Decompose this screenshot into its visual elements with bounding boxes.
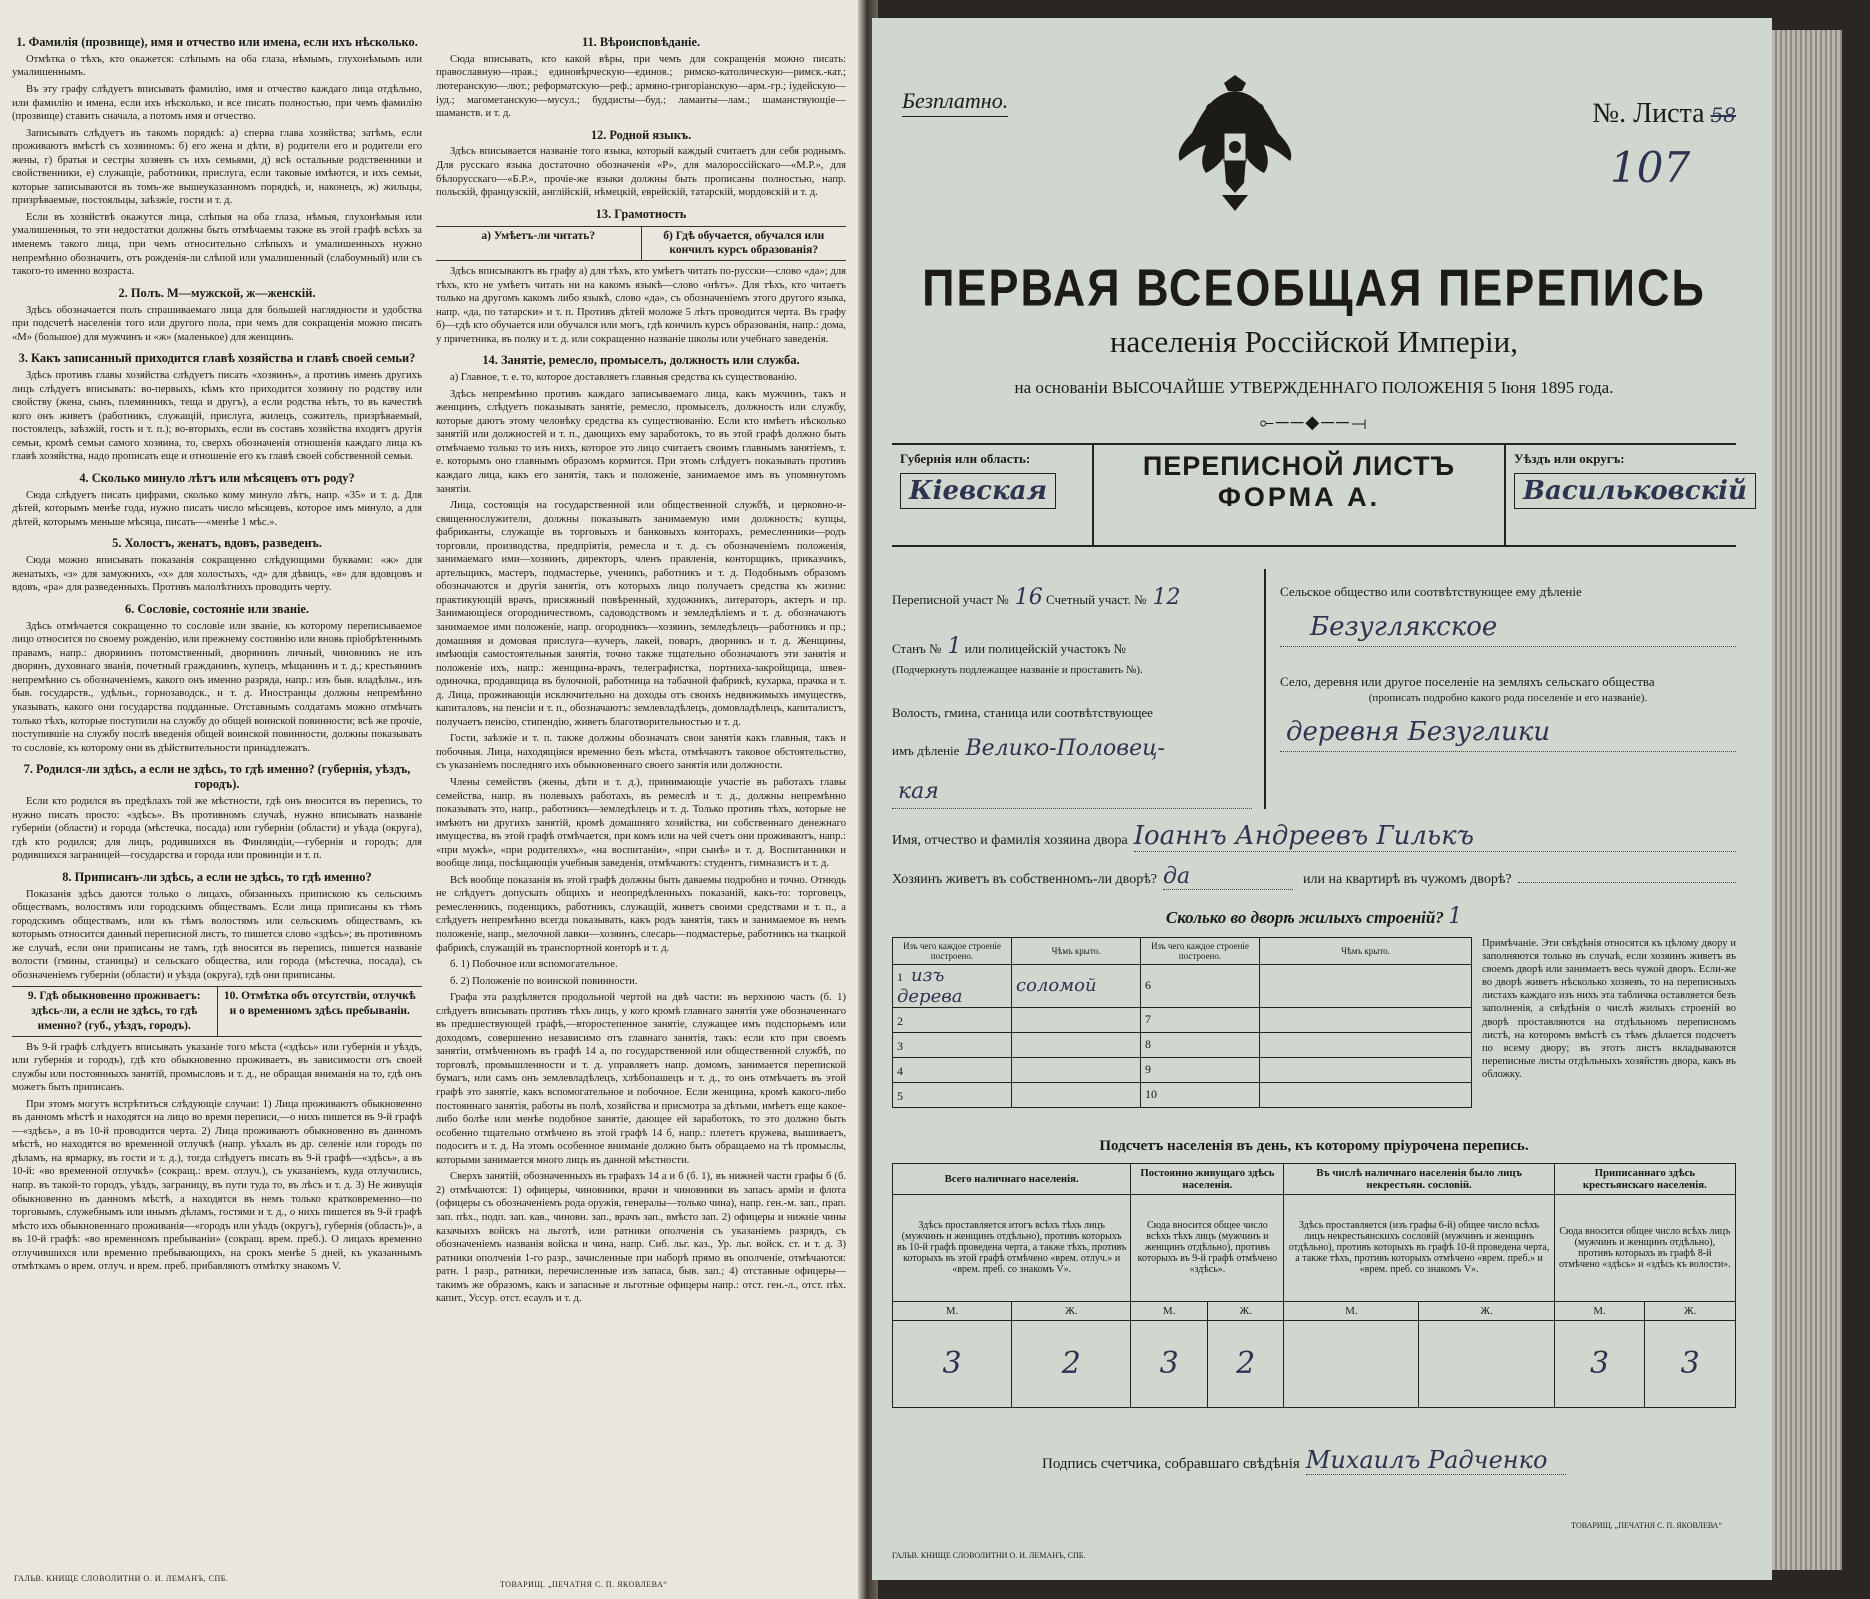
buildings-table: Изъ чего каждое строеніе построено. Чѣмъ крыто. Изъ чего каждое строеніе построено. Чѣмъ крыто. 1 изъ дерева соломой 6 2 7 3 8 4 9 5 10	[892, 937, 1472, 1108]
instruction-paragraph: Здѣсь отмѣчается сокращенно то сословіе или званіе, къ которому переписываемое лицо относится по своему рожденію, или прежнему состоянію или вновь пріобрѣтеннымъ правамъ, напр.: дворянинъ потомственный, дворянинъ личный, чиновникъ не изъ дворянъ, духовнаго званія, почетный гражданинъ, купецъ, мѣщанинъ и т. д.; крестьянинъ непремѣнно съ обозначеніемъ, какого онъ именно разряда, напр.: изъ быв. владѣльч., изъ быв. государств., удѣльн., горнозаводск., и т. д. Иностранцы должны непремѣнно указывать, какого они государства подданные. Отставнымъ солдатамъ можно отмѣчать только тѣхъ, которые поступили на службу до общей воинской повинности; всѣ же прочіе, поступившіе на службу послѣ введенія общей воинской повинности, должны показывать то сословіе, къ которому они въ дѣйствительности принадлежатъ.	[12, 620, 422, 754]
building-roof-field[interactable]	[1260, 1032, 1472, 1057]
building-roof-field[interactable]	[1012, 964, 1141, 1007]
building-material-field[interactable]	[893, 964, 1012, 1007]
split-heading-part: 10. Отмѣтка объ отсутствіи, отлучкѣ и о временномъ здѣсь пребываніи.	[217, 987, 423, 1035]
row-number: 1	[897, 969, 903, 984]
building-row	[893, 964, 1472, 1007]
row-number: 5	[897, 1089, 903, 1104]
building-roof-field[interactable]	[1012, 1007, 1141, 1032]
male-count-field[interactable]	[1284, 1320, 1419, 1407]
building-roof-field[interactable]	[1260, 964, 1472, 1007]
population-count-title: Подсчетъ населенія въ день, къ которому пріурочена перепись.	[1099, 1137, 1529, 1154]
instruction-paragraph: Члены семействъ (жены, дѣти и т. д.), принимающіе участіе въ работахъ главы семейства, напр. въ полевыхъ работахъ, въ ремеслѣ и т. д., должны непремѣнно показывать это, напр., работникъ—земледѣлецъ и т. д. Только противъ тѣхъ, которые не имѣютъ ни другихъ занятій, кромѣ домашняго хозяйства, ни собственнаго денежнаго имущества, въ этой графѣ отмѣчается, при комъ или на чей счетъ они проживаютъ, напр.: «при мужѣ», «при родителяхъ», «на воспитаніи», «при сынѣ» и т. д. Воспитанники и вообще лица, посѣщающія учебныя заведенія, отмѣчаютъ: студентъ, гимназистъ и т. д.	[436, 777, 846, 870]
handwritten-entry: изъ дерева	[897, 964, 963, 1007]
instruction-paragraph: Записывать слѣдуетъ въ такомъ порядкѣ: а) сперва глава хозяйства; затѣмъ, если проживаютъ вмѣстѣ съ хозяиномъ: б) его жена и дѣти, в) родители его и родители его жены, г) братья и сестры хозяевъ съ ихъ семьями, д) всѣ остальные родственники и свойственники, е) служащіе, работники, прислуга, если таковые имѣются, и ихъ семьи, которые записываются въ томъ-же вышеуказанномъ порядкѣ, и, наконецъ, ж) жильцы, призрѣваемые, постояльцы, заѣзжіе, гости и т. д.	[12, 127, 422, 207]
building-material-field[interactable]	[893, 1007, 1012, 1032]
building-roof-field[interactable]	[1260, 1007, 1472, 1032]
instruction-heading: 11. Вѣроисповѣданіе.	[581, 35, 701, 49]
instruction-paragraph: Здѣсь вписываютъ въ графу а) для тѣхъ, кто умѣетъ читать по-русски—слово «да»; для тѣхъ, кто не умѣетъ читать ни на какомъ языкѣ—слово «нѣтъ». Для тѣхъ, кто читаетъ только на другомъ какомъ либо языкѣ, слово «да», съ обозначеніемъ этого другого языка, напр. «да, по татарски» и т. п. Противъ дѣтей моложе 5 лѣтъ проводится черта. Въ графу б)—гдѣ кто обучается или обучался или могъ, гдѣ кончилъ курсъ образованія, напр.: дома, у причетника, въ полку и т. д. или сокращенно названіе школы или учебнаго заведенія.	[436, 265, 846, 345]
instruction-paragraph: б. 1) Побочное или вспомогательное.	[450, 959, 618, 971]
female-count-field[interactable]	[1419, 1320, 1554, 1407]
population-column-description: Здѣсь проставляется (изъ графы 6-й) общее число всѣхъ лицъ некрестьянскихъ сословій (мужчинъ и женщинъ отдѣльно), противъ которыхъ въ графѣ 10-й проведена черта, а также тѣхъ, противъ которыхъ отмѣчено «врем. преб.» и «врем. преб. со знакомъ V».	[1284, 1194, 1554, 1301]
instruction-paragraph: Всѣ вообще показанія въ этой графѣ должны быть даваемы подробно и точно. Отнюдь не слѣдуетъ допускать общихъ и неопредѣленныхъ показаній, какъ-то: торговецъ, ремесленникъ, поденщикъ, работникъ, служащій, живетъ своими средствами и т. п., а слѣдуетъ непремѣнно всегда показывать, какъ родъ занятія, такъ и занимаемое въ немъ положеніе, напр., мелочной лавки—хозяинъ, слесарь—подмастерье, работникъ на ткацкой фабрикѣ, служащій въ транспортной конторѣ и т. д.	[436, 874, 846, 954]
male-column-label: М.	[1131, 1301, 1208, 1320]
imperial-eagle-emblem	[1172, 73, 1298, 213]
row-number: 6	[1145, 978, 1151, 993]
instruction-paragraph: Въ эту графу слѣдуетъ вписывать фамилію, имя и отчество каждаго лица отдѣльно, или фамилію и имена, если ихъ нѣсколько, и все писать полностью, при чемъ фамилію (прозвище) ставить сначала, а потомъ имя и отчество.	[12, 83, 422, 123]
instruction-paragraph: Здѣсь противъ главы хозяйства слѣдуетъ писать «хозяинъ», а противъ именъ другихъ лицъ слѣдуетъ вписывать: во-первыхъ, кѣмъ кто приходится хозяину по родству или свойству (жена, сынъ, племянникъ, теща и другъ), а если родства нѣтъ, то въ качествѣ кого онъ живетъ (работникъ, служащій, прислуга, жилецъ, сожитель, призрѣваемый, постоялецъ, заѣзжій, гость и т. п.); во-вторыхъ, если въ составъ хозяйства входятъ другія семьи, кромѣ семьи самого хозяина, то, сверхъ обозначенія отношенія каждаго лица къ главѣ хозяйства, надо прописать еще и отношеніе его къ главѣ своей собственной семьи.	[12, 370, 422, 463]
row-number: 4	[897, 1064, 903, 1079]
male-column-label: М.	[1284, 1301, 1419, 1320]
own-yard-field[interactable]: да	[1163, 864, 1293, 890]
legal-basis: на основаніи ВЫСОЧАЙШЕ УТВЕРЖДЕННАГО ПОЛОЖЕНІЯ 5 Іюня 1895 года.	[1014, 378, 1614, 397]
male-count-field[interactable]: 3	[1554, 1320, 1645, 1407]
female-column-label: Ж.	[1419, 1301, 1554, 1320]
building-material-field[interactable]	[1141, 1057, 1260, 1082]
gubernia-field[interactable]: Кіевская	[900, 473, 1056, 509]
instruction-split-heading	[12, 986, 422, 1036]
instruction-heading: 3. Какъ записанный приходится главѣ хозяйства и главѣ своей семьи?	[18, 351, 416, 366]
building-material-field[interactable]	[893, 1082, 1012, 1107]
building-material-field[interactable]	[1141, 964, 1260, 1007]
instruction-heading: 13. Грамотность	[595, 206, 687, 221]
building-roof-field[interactable]	[1260, 1082, 1472, 1107]
owner-row: Имя, отчество и фамилія хозяина двора Іоаннъ Андреевъ Гилькъ	[892, 821, 1736, 852]
population-table	[892, 1163, 1736, 1408]
instruction-paragraph: Графа эта раздѣляется продольной чертой на двѣ части: въ верхнюю часть (б. 1) слѣдуетъ вписывать противъ тѣхъ лицъ, у кого кромѣ главнаго занятія уже обозначеннаго въ предшествующей графѣ,—второстепенное занятіе, служащее имъ подспорьемъ или доходомъ, совершенно независимо отъ главнаго занятія, такъ: если кто при своемъ занятіи, отмѣченномъ въ графѣ 14 а, по государственной или общественной службѣ, по торговлѣ, промышленности и т. д. управляетъ напр. домомъ, занимается перепиской бумагъ, или самъ онъ землевладѣлецъ, хлѣбопашецъ и т. д., то онъ отмѣчаетъ въ этой графѣ это занятіе, какъ вспомогательное и побочное. Если женщина, кромѣ какого-либо постояннаго занятія, работы въ полѣ, хозяйства и присмотра за дѣтьми, имѣетъ еще какое-либо болѣе или менѣе подобное занятіе, дающее ей заработокъ, то это должно быть особенно тщательно отмѣчено въ этой графѣ 14 б, напр.: плететъ кружева, вышиваетъ, подоситъ и т. д. На этомъ особенное вниманіе должно быть обращаемо на тѣ промыслы, которыми занимается много лицъ въ данной мѣстности.	[436, 992, 846, 1166]
male-column-label: М.	[893, 1301, 1012, 1320]
printer-mark-left: ГАЛЬВ. КНИЩЕ СЛОВОЛИТНИ О. И. ЛЕМАНЪ, СПБ.	[892, 1551, 1086, 1560]
owner-name-field[interactable]: Іоаннъ Андреевъ Гилькъ	[1134, 821, 1736, 852]
form-subtitle: населенія Россійской Имперіи,	[1109, 324, 1519, 359]
buildings-count-row: Сколько во дворѣ жилыхъ строеній? 1	[1165, 903, 1463, 929]
handwritten-entry: соломой	[1016, 975, 1097, 997]
free-label: Безплатно.	[902, 88, 1008, 117]
building-roof-field[interactable]	[1012, 1057, 1141, 1082]
instruction-paragraph: а) Главное, т. е. то, которое доставляетъ главныя средства къ существованію.	[450, 372, 797, 384]
split-heading-part: 9. Гдѣ обыкновенно проживаетъ: здѣсь-ли, а если не здѣсь, то гдѣ именно? (губ., уѣздъ, городъ).	[27, 990, 201, 1032]
row-number: 2	[897, 1014, 903, 1029]
instruction-paragraph: Сюда вписывать, кто какой вѣры, при чемъ для сокращенія можно писать: православную—прав.; единовѣрческую—единов.; римско-католическую—римск.-кат.; лютеранскую—лют.; реформатскую—реф.; армяно-григоріанскую—арм.-гр.; іудейскую—іуд.; магометанскую—мусул.; буддисты—буд.; ламаиты—лам.; шаманствующіе—шаманств. и т. д.	[436, 53, 846, 120]
ornament-divider: ⟜──◆──⟞	[1259, 412, 1369, 432]
census-form-page	[872, 18, 1772, 1580]
building-material-field[interactable]	[1141, 1082, 1260, 1107]
female-count-field[interactable]: 2	[1207, 1320, 1284, 1407]
uezd-field[interactable]: Васильковскій	[1514, 473, 1756, 509]
instruction-paragraph: Если кто родился въ предѣлахъ той же мѣстности, гдѣ онъ вносится въ перепись, то нужно писать просто: «здѣсь». Въ противномъ случаѣ, нужно вписывать названіе губерніи (области) и города (мѣстечка, посада) или губерніи (области) и уѣзда (округа), гдѣ кто родился; для лицъ, родившихся въ Финляндіи,—губернія и городъ; для родившихся заграницей—государства и города или провинціи и т. п.	[12, 795, 422, 862]
male-column-label: М.	[1554, 1301, 1645, 1320]
instruction-paragraph: При этомъ могутъ встрѣтиться слѣдующіе случаи: 1) Лица проживаютъ обыкновенно въ данномъ мѣстѣ и находятся на лицо во время переписи,—о нихъ пишется въ 9-й графѣ—«здѣсь», а въ 10-й проводится черта. 2) Лица проживаютъ обыкновенно въ данномъ мѣстѣ, но находятся во временной отлучкѣ (напр. уѣхалъ въ др. селеніе или городъ по дѣламъ, на ярмарку, въ гости и т. д.), тогда слѣдуетъ писать въ 9-й графѣ—«здѣсь», а въ 10-й: «во временной отлучкѣ» (сокращ.: врем. отлуч.), съ указаніемъ, куда отлучились, напр. въ такой-то городъ, уѣздъ, заграницу, въ пути туда то, въ лѣсъ и т. д. 3) Не живущія обыкновенно въ данномъ мѣстѣ, а находятся въ немъ только кратковременно—по торговымъ, служебнымъ или инымъ дѣламъ, гостями и т. д., о нихъ пишется въ 9-й графѣ мѣсто ихъ обыкновеннаго проживанія—«городъ или уѣздъ (округъ), губернія (область)», а въ 10-й графѣ: «во временномъ пребываніи» (сокращ. врем. преб.). О лицахъ временно отлучившихся или временно пребывающихъ, на срокъ менѣе 5 дней, къ указаннымъ отмѣткамъ о врем. отлуч. и врем. преб. прибавляютъ отмѣтку знакомъ V.	[12, 1098, 422, 1273]
instruction-heading: 2. Полъ. М—мужской, ж—женскій.	[118, 285, 316, 300]
buildings-count-field[interactable]: 1	[1448, 903, 1463, 929]
row-number: 10	[1145, 1087, 1157, 1102]
row-number: 9	[1145, 1062, 1151, 1077]
instructions-column-2	[436, 28, 846, 1579]
instruction-heading: 6. Сословіе, состояніе или званіе.	[124, 601, 310, 616]
building-roof-field[interactable]	[1012, 1082, 1141, 1107]
census-district-field[interactable]: 16	[1014, 585, 1043, 610]
building-row	[893, 1057, 1472, 1082]
building-material-field[interactable]	[1141, 1007, 1260, 1032]
building-material-field[interactable]	[893, 1032, 1012, 1057]
instruction-heading: 12. Родной языкъ.	[590, 127, 692, 142]
volost-field-continued[interactable]: кая	[898, 778, 939, 804]
village-field[interactable]: деревня Безуглики	[1286, 717, 1551, 748]
instruction-paragraph: Если въ хозяйствѣ окажутся лица, слѣпыя на оба глаза, нѣмыя, глухонѣмыя или умалишенныя, то эти недостатки должны быть отмѣчаемы также въ этой графѣ всѣхъ за именемъ такого лица, при чемъ относительно слѣпыхъ и умалишенныхъ нужно непремѣнно обозначить, отъ рожденія-ли слѣпой или умалишенный (слабоумный) или съ такого-то именно возраста.	[12, 211, 422, 278]
buildings-note: Примѣчаніе. Эти свѣдѣнія относятся къ цѣлому двору и заполняются только въ случаѣ, если хозяинъ живетъ въ своемъ дворѣ или занимаетъ весь чужой дворъ. Если-же во дворѣ живетъ нѣсколько хозяевъ, то на переписныхъ листахъ каждаго изъ нихъ эта табличка оставляется безъ заполненія, а свѣдѣнія о числѣ жилыхъ строеній во дворѣ проставляются на отдѣльномъ переписномъ листѣ, на которомъ вмѣстѣ съ тѣмъ дѣлается подсчетъ по всему двору; въ этотъ листъ вкладываются переписные листы отдѣльныхъ хозяйствъ двора, какъ въ обложку.	[1482, 937, 1736, 1081]
rent-field[interactable]	[1518, 882, 1736, 883]
instructions-column-1	[12, 28, 422, 1579]
instruction-paragraph: Сверхъ занятій, обозначенныхъ въ графахъ 14 а и б (б. 1), въ нижней части графы б (б. 2) отмѣчаются: 1) офицеры, чиновники, врачи и чиновники въ запасъ арміи и флота (офицеры съ обозначеніемъ рода оружія, генералы—только чина), напр. ген.-м. зап., прап. зап. пѣх., подп. зап. кав., чиновн. зап., врачъ зап., вмѣсто зап. 2) офицеры и нижніе чины казачьихъ войскъ на льготѣ, или ратники ополченія съ указаніемъ разрядъ, съ обозначеніемъ названія войска и чина, напр. Сиб. льг. каз., Ур. льг. войск. ст. и т. д. 3) ратники ополченія 1-го разр., зачисленные при наборѣ прямо въ ополченіе, отмѣчаются: ратн. 1 разр., ратники, перечисленные изъ запаса, быв. зап.; 4) отставные офицеры—такимъ же образомъ, какъ и запасные и льготные офицеры напр.: отст. ген.-л., отст. пѣх. капит., Уссур. отст. есаулъ и т. д.	[436, 1171, 846, 1305]
form-header-row	[892, 443, 1747, 547]
instruction-heading: 8. Приписанъ-ли здѣсь, а если не здѣсь, то гдѣ именно?	[62, 869, 372, 884]
instruction-paragraph: Отмѣтка о тѣхъ, кто окажется: слѣпымъ на оба глаза, нѣмымъ, глухонѣмымъ или умалишеннымъ.	[12, 53, 422, 79]
instruction-paragraph: Гости, заѣзжіе и т. п. также должны обозначать свои занятія какъ главныя, такъ и побочныя. Лица, находящіяся временно безъ мѣста, отмѣчаютъ таковое обстоятельство, съ указаніемъ последняго ихъ обыкновеннаго своего занятія или должности.	[436, 733, 846, 772]
row-number: 8	[1145, 1037, 1151, 1052]
count-district-field[interactable]: 12	[1152, 585, 1181, 610]
building-roof-field[interactable]	[1260, 1057, 1472, 1082]
building-row	[893, 1032, 1472, 1057]
female-column-label: Ж.	[1207, 1301, 1284, 1320]
book-page-edges	[1772, 30, 1842, 1570]
split-heading-part: б) Гдѣ обучается, обучался или кончилъ курсъ образованія?	[641, 227, 847, 260]
left-instructions-page	[0, 0, 868, 1599]
split-heading-part: а) Умѣетъ-ли читать?	[481, 229, 596, 242]
instruction-paragraph: Здѣсь обозначается полъ спрашиваемаго лица для большей наглядности и удобства при подсчетѣ населенія того или другого пола, при чемъ для сокращенія можно писать «М» (большое) для мужчинъ и «ж» (маленькое) для женщинъ.	[12, 304, 422, 343]
population-column-description: Сюда вносится общее число всѣхъ лицъ (мужчинъ и женщинъ отдѣльно), противъ которыхъ въ графѣ 8-й отмѣчено «здѣсь» и «здѣсь къ волости».	[1554, 1194, 1735, 1301]
location-section: Переписной участ № 16 Счетный участ. № 12 Станъ № 1 или полицейскій участокъ № (Подчеркнуть подлежащее названіе и проставить №). Волость, гмина, станица или соотвѣтствующее имъ дѣленіе Велико-Половец- кая Сельское общество или соотвѣтствующее ему дѣленіе Безуглякское Село, деревня или другое поселеніе на земляхъ сельскаго общества (прописать подробно какого рода поселеніе и его названіе). деревня Безуглики	[892, 569, 1736, 809]
instruction-heading: 5. Холостъ, женатъ, вдовъ, разведенъ.	[112, 536, 322, 551]
instruction-paragraph: Лица, состоящія на государственной или общественной службѣ, и церковно-и-священнослужители, должны показывать занимаемую ими должность; купцы, фабриканты, служащіе въ торговыхъ и банковыхъ конторахъ, ремесленники—родъ торговли, производства, предпріятія, ремесла и т. д. съ обозначеніемъ положенія, занимаемаго ими—хозяинъ, директоръ, членъ правленія, конторщикъ, приказчикъ, артельщикъ, мастеръ, подмастерье, ученикъ, работникъ и т. д. Подобнымъ образомъ обозначаются и другія занятія, отъ которыхъ лицо получаетъ средства къ жизни: практикующій врачъ, присяжный повѣренный, художникъ, литераторъ, актеръ и пр. Занимающіеся огородничествомъ, садоводствомъ и земледѣліемъ и т. д. обозначаютъ занимаемое ими положеніе, напр. огородникъ—хозяинъ, земледѣлецъ—работникъ и пр.; домашняя и домовая прислуга—кучеръ, лакей, поваръ, дворникъ и т. д. Женщины, имѣющія самостоятельныя занятія, точно также тщательно обозначаютъ эти занятія и положеніе ихъ, напр.: женщина-врачъ, телеграфистка, портниха-закройщица, швея-одиночка, продавщица въ булочной, работница на табачной фабрикѣ, кухарка, прачка и т. д. Лица, проживающія исключительно на доходы отъ своихъ недвижимыхъ имуществъ, капиталовъ, на пенсіи и т. п., обозначаютъ: землевладѣлецъ, домовладѣлецъ, капиталистъ, получаетъ пенсію, стипендію, живетъ благотворительностью и т. д.	[436, 500, 846, 728]
instruction-paragraph: Здѣсь непремѣнно противъ каждаго записываемаго лица, какъ мужчинъ, такъ и женщинъ, слѣдуетъ показывать занятіе, ремесло, промыселъ, должность или службу, которые даютъ этому человѣку средства къ существованію. Если кто имѣетъ нѣсколько занятій или должностей и т. п., дающихъ ему заработокъ, то въ этой графѣ должно быть отмѣчаемо только то изъ нихъ, которое это лицо считаетъ своимъ главнымъ занятіемъ, т. е. которымъ оно главнымъ образомъ кормится. При этомъ слѣдуетъ показывать противъ каждаго лица, какъ его занятія, такъ и положеніе, занимаемое имъ въ упомянутомъ занятіи.	[436, 388, 846, 495]
population-column-header: Постоянно живущаго здѣсь населенія.	[1131, 1163, 1284, 1194]
uezd-cell: Уѣздъ или округъ: Васильковскій	[1506, 445, 1736, 545]
population-column-description: Здѣсь проставляется итогъ всѣхъ тѣхъ лицъ (мужчинъ и женщинъ отдѣльно), противъ которыхъ въ 10-й графѣ проведена черта, а также тѣхъ, противъ которыхъ въ этой графѣ отмѣчено «врем. отлуч.» и «врем. преб. со знакомъ V».	[893, 1194, 1131, 1301]
instruction-paragraph: Здѣсь вписывается названіе того языка, который каждый считаетъ для себя роднымъ. Для русскаго языка достаточно обозначенія «Р», для малороссійскаго—«М.Р.», для бѣлорусскаго—«Б.Р.», прочіе-же языки должны быть прописаны полностью, напр. польскій, французскій, англійскій, нѣмецкій, еврейскій, татарскій, мордовскій и т. д.	[436, 146, 846, 199]
population-column-header: Въ числѣ наличнаго населенія было лицъ некрестьян. сословій.	[1284, 1163, 1554, 1194]
female-column-label: Ж.	[1012, 1301, 1131, 1320]
instruction-heading: 7. Родился-ли здѣсь, а если не здѣсь, то гдѣ именно? (губернія, уѣздъ, городъ).	[23, 762, 411, 792]
society-field[interactable]: Безуглякское	[1310, 612, 1498, 643]
form-name-cell: ПЕРЕПИСНОЙ ЛИСТЪ ФОРМА А.	[1092, 445, 1506, 545]
handwritten-page-number: 107	[1610, 143, 1691, 192]
female-count-field[interactable]: 3	[1645, 1320, 1736, 1407]
form-title: ПЕРВАЯ ВСЕОБЩАЯ ПЕРЕПИСЬ	[922, 258, 1706, 317]
volost-field[interactable]: Велико-Половец-	[965, 736, 1165, 762]
printer-mark-right: ТОВАРИЩ. „ПЕЧАТНЯ С. П. ЯКОВЛЕВА“	[1571, 1521, 1722, 1530]
male-count-field[interactable]: 3	[1131, 1320, 1208, 1407]
building-row	[893, 1082, 1472, 1107]
population-column-header: Всего наличнаго населенія.	[893, 1163, 1131, 1194]
instruction-split-heading	[436, 226, 846, 261]
building-material-field[interactable]	[1141, 1032, 1260, 1057]
instruction-paragraph: Сюда можно вписывать показанія сокращенно слѣдующими буквами: «ж» для женатыхъ, «з» для замужнихъ, «х» для холостыхъ, «д» для дѣвицъ, «в» для вдовцовъ и вдовъ, «ра» для разведенныхъ. Противъ малолѣтнихъ проводить черту.	[12, 555, 422, 594]
enumerator-signature-row: Подпись счетчика, собравшаго свѣдѣнія Михаилъ Радченко	[892, 1446, 1736, 1475]
female-count-field[interactable]: 2	[1012, 1320, 1131, 1407]
instruction-heading: 14. Занятіе, ремесло, промыселъ, должность или служба.	[482, 353, 800, 368]
row-number: 3	[897, 1039, 903, 1054]
male-count-field[interactable]: 3	[893, 1320, 1012, 1407]
printer-credit-2: ТОВАРИЩ. „ПЕЧАТНЯ С. П. ЯКОВЛЕВА“	[500, 1580, 668, 1589]
population-column-header: Приписаннаго здѣсь крестьянскаго населенія.	[1554, 1163, 1735, 1194]
population-column-description: Сюда вносится общее число всѣхъ тѣхъ лицъ (мужчинъ и женщинъ отдѣльно), противъ которыхъ въ 9-й графѣ отмѣчено «здѣсь».	[1131, 1194, 1284, 1301]
building-material-field[interactable]	[893, 1057, 1012, 1082]
instruction-paragraph: Въ 9-й графѣ слѣдуетъ вписывать указаніе того мѣста («здѣсь» или губернія и уѣздъ, или губернія и городъ), гдѣ кто обыкновенно проживаетъ, въ зависимости отъ своей службы или постоянныхъ занятій, промысловъ и т. д., не обращая вниманія на то, гдѣ онъ можетъ быть приписанъ.	[12, 1041, 422, 1094]
printer-credit: ГАЛЬВ. КНИЩЕ СЛОВОЛИТНИ О. И. ЛЕМАНЪ, СПБ.	[14, 1574, 229, 1583]
instruction-paragraph: Показанія здѣсь даются только о лицахъ, обязанныхъ припискою къ сельскимъ обществамъ, волостямъ или городскимъ обществамъ. Если лица приписаны къ тѣмъ городскимъ обществамъ, или къ тѣмъ волостямъ или сельскимъ обществамъ, къ которымъ относится данный переписной листъ, то пишется слово «здѣсь»; въ противномъ же случаѣ, если они приписаны не тамъ, гдѣ вносятся въ перепись, пишется названіе волости (гмины, станицы) и сельскаго общества, или города (мѣстечка, посада), съ обозначеніемъ губерніи (области) и уѣзда (округа), гдѣ они приписаны.	[12, 888, 422, 981]
building-row	[893, 1007, 1472, 1032]
female-column-label: Ж.	[1645, 1301, 1736, 1320]
instruction-heading: 4. Сколько минуло лѣтъ или мѣсяцевъ отъ роду?	[79, 470, 355, 485]
instruction-paragraph: б. 2) Положеніе по воинской повинности.	[450, 975, 638, 987]
row-number: 7	[1145, 1012, 1151, 1027]
ownership-row: Хозяинъ живетъ въ собственномъ-ли дворѣ? да или на квартирѣ въ чужомъ дворѣ?	[892, 864, 1736, 890]
enumerator-signature[interactable]: Михаилъ Радченко	[1306, 1446, 1566, 1475]
instruction-paragraph: Сюда слѣдуетъ писать цифрами, сколько кому минуло лѣтъ, напр. «35» и т. д. Для дѣтей, которымъ менѣе года, нужно писать число мѣсяцевъ, которое имъ минуло, а для дѣтей, которымъ меньше мѣсяца, писать—«менѣе 1 мѣс.».	[12, 489, 422, 528]
building-roof-field[interactable]	[1012, 1032, 1141, 1057]
gubernia-cell: Губернія или область: Кіевская	[892, 445, 1092, 545]
sheet-number: №. Листа 58	[1592, 98, 1736, 129]
instruction-heading: 1. Фамилія (прозвище), имя и отчество или имена, если ихъ нѣсколько.	[16, 35, 418, 49]
stan-field[interactable]: 1	[947, 633, 962, 659]
